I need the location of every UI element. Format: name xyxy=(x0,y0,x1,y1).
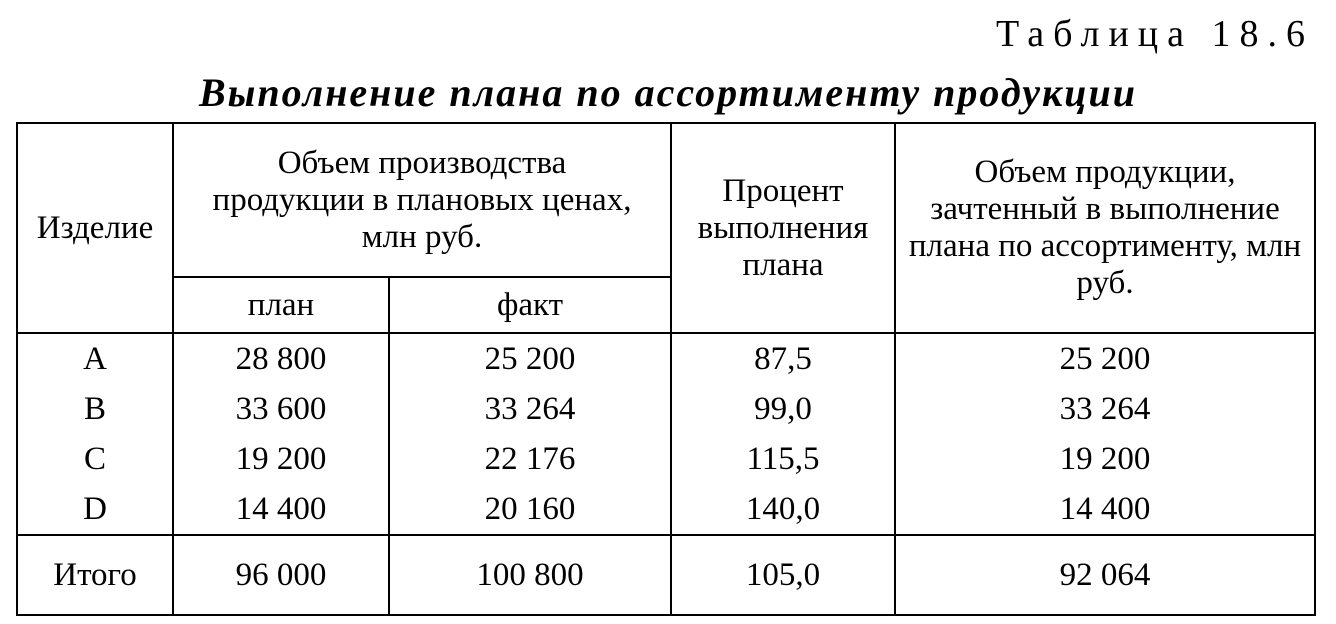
data-rows xyxy=(17,333,1315,535)
row-fact: 20 160 xyxy=(484,491,576,527)
assortment-table xyxy=(16,122,1316,616)
plan-column xyxy=(173,333,389,535)
row-plan: 28 800 xyxy=(235,341,327,377)
total-fact: 100 800 xyxy=(389,535,671,615)
header-volume-group xyxy=(173,123,671,277)
row-fact: 22 176 xyxy=(484,441,576,477)
table-caption: Выполнение плана по ассортименту продукции xyxy=(199,70,1137,115)
row-product: C xyxy=(83,441,106,477)
total-label: Итого xyxy=(17,535,173,615)
product-column xyxy=(17,333,173,535)
table-number: Таблица 18.6 xyxy=(995,13,1314,55)
row-percent: 140,0 xyxy=(745,491,821,527)
row-credited: 33 264 xyxy=(1059,391,1151,427)
row-product: B xyxy=(83,391,106,427)
row-plan: 14 400 xyxy=(235,491,327,527)
row-credited: 25 200 xyxy=(1059,341,1151,377)
row-plan: 19 200 xyxy=(235,441,327,477)
credited-column xyxy=(895,333,1315,535)
row-percent: 115,5 xyxy=(746,441,820,477)
total-plan: 96 000 xyxy=(173,535,389,615)
total-percent: 105,0 xyxy=(671,535,895,615)
header-plan: план xyxy=(173,277,389,333)
row-fact: 33 264 xyxy=(484,391,576,427)
total-credited: 92 064 xyxy=(895,535,1315,615)
percent-column xyxy=(671,333,895,535)
row-percent: 87,5 xyxy=(754,341,812,377)
row-credited: 19 200 xyxy=(1059,441,1151,477)
header-percent-text: Процент выполнения плана xyxy=(697,172,869,283)
row-product: D xyxy=(83,491,107,527)
row-credited: 14 400 xyxy=(1059,491,1151,527)
header-fact: факт xyxy=(389,277,671,333)
row-percent: 99,0 xyxy=(754,391,812,427)
header-credited xyxy=(895,123,1315,333)
row-product: A xyxy=(83,341,107,377)
header-product: Изделие xyxy=(17,123,173,333)
header-credited-text: Объем продукции, зачтенный в выполнение плана по ассортименту, млн руб. xyxy=(908,154,1302,301)
row-fact: 25 200 xyxy=(484,341,576,377)
header-row xyxy=(17,123,1315,277)
total-row xyxy=(17,535,1315,615)
fact-column xyxy=(389,333,671,535)
row-plan: 33 600 xyxy=(235,391,327,427)
header-volume-group-text: Объем производства продукции в плановых ценах, млн руб. xyxy=(212,144,632,255)
header-percent xyxy=(671,123,895,333)
